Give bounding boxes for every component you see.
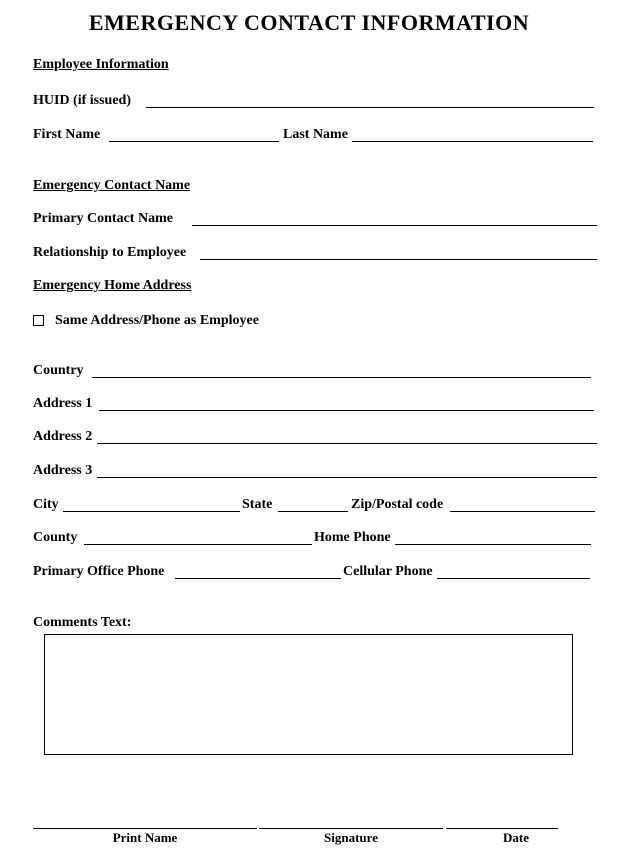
state-label: State — [242, 497, 273, 512]
zip-input-line[interactable] — [450, 511, 595, 512]
section-emergency-contact-name: Emergency Contact Name — [33, 178, 191, 193]
cellular-phone-input-line[interactable] — [437, 578, 590, 579]
print-name-label: Print Name — [112, 830, 178, 845]
relationship-label: Relationship to Employee — [33, 245, 187, 260]
country-label: Country — [33, 363, 84, 378]
address1-input-line[interactable] — [99, 410, 594, 411]
last-name-label: Last Name — [283, 127, 348, 142]
huid-label: HUID (if issued) — [33, 93, 132, 108]
city-input-line[interactable] — [63, 511, 240, 512]
primary-office-phone-input-line[interactable] — [175, 578, 341, 579]
county-label: County — [33, 530, 78, 545]
address2-label: Address 2 — [33, 429, 93, 444]
huid-input-line[interactable] — [146, 107, 594, 108]
section-emergency-home-address: Emergency Home Address — [33, 278, 192, 293]
address1-label: Address 1 — [33, 396, 93, 411]
date-line[interactable] — [446, 828, 558, 829]
address2-input-line[interactable] — [97, 443, 597, 444]
address3-input-line[interactable] — [97, 477, 597, 478]
same-address-label: Same Address/Phone as Employee — [55, 313, 259, 328]
last-name-input-line[interactable] — [352, 141, 593, 142]
zip-label: Zip/Postal code — [351, 497, 444, 512]
cellular-phone-label: Cellular Phone — [343, 564, 433, 579]
form-title: EMERGENCY CONTACT INFORMATION — [88, 10, 530, 35]
signature-label: Signature — [324, 830, 378, 845]
comments-textarea[interactable] — [44, 634, 573, 755]
date-label: Date — [503, 830, 529, 845]
country-input-line[interactable] — [92, 377, 591, 378]
first-name-label: First Name — [33, 127, 101, 142]
primary-office-phone-label: Primary Office Phone — [33, 564, 165, 579]
primary-contact-name-label: Primary Contact Name — [33, 211, 173, 226]
home-phone-input-line[interactable] — [395, 544, 591, 545]
county-input-line[interactable] — [84, 544, 312, 545]
same-address-checkbox[interactable] — [33, 315, 44, 326]
state-input-line[interactable] — [278, 511, 348, 512]
city-label: City — [33, 497, 59, 512]
home-phone-label: Home Phone — [314, 530, 391, 545]
signature-line[interactable] — [259, 828, 443, 829]
first-name-input-line[interactable] — [109, 141, 279, 142]
section-employee-information: Employee Information — [33, 57, 169, 72]
comments-label: Comments Text: — [33, 615, 132, 630]
relationship-input-line[interactable] — [200, 259, 597, 260]
primary-contact-name-input-line[interactable] — [192, 225, 597, 226]
print-name-line[interactable] — [33, 828, 257, 829]
address3-label: Address 3 — [33, 463, 93, 478]
